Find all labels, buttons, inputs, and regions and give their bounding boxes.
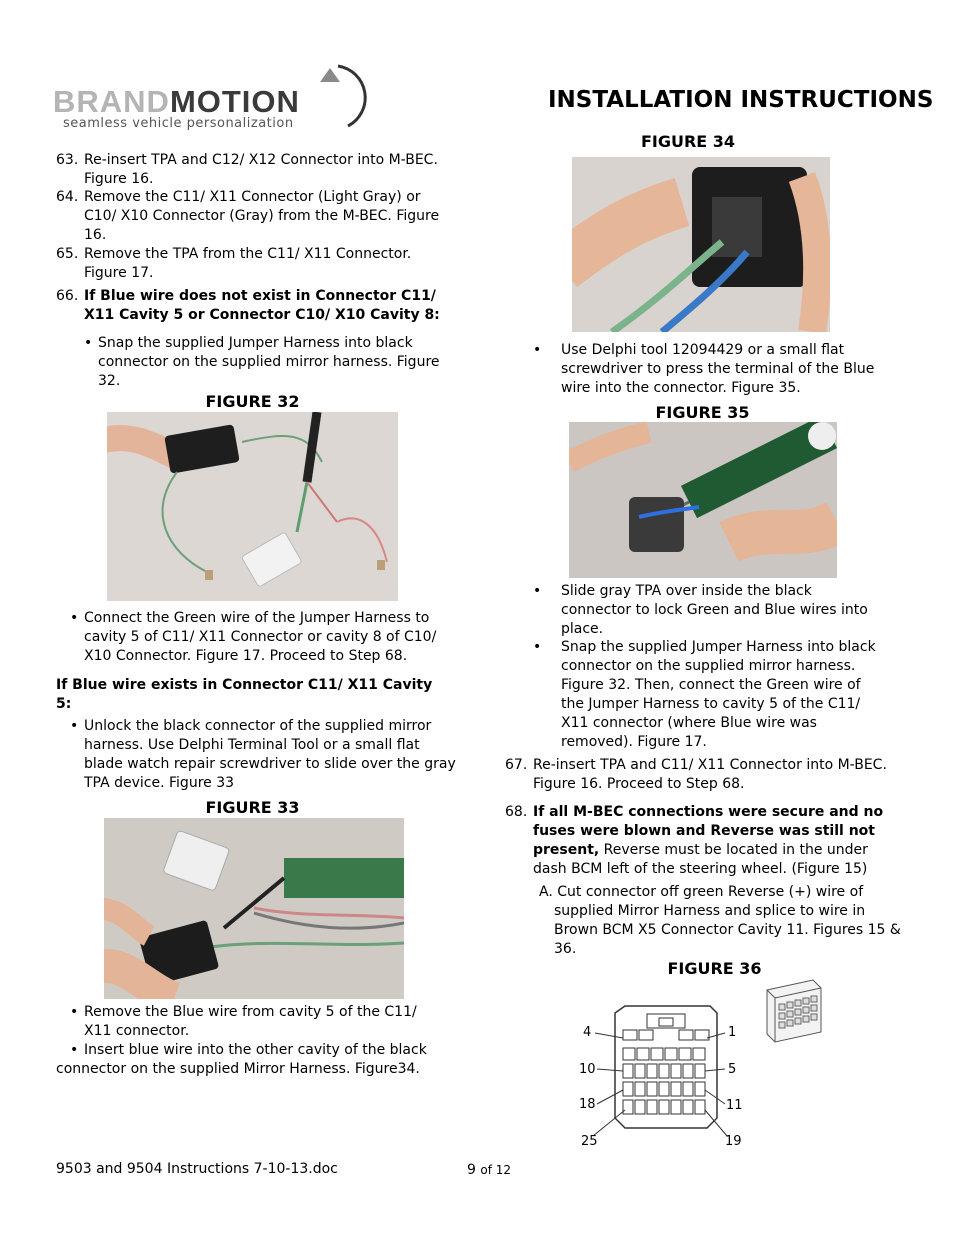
text-line: X11 Cavity 5 or Connector C10/ X10 Cavity 8: <box>84 307 440 323</box>
text-line: Unlock the black connector of the supplied mirror <box>84 718 432 734</box>
step-66-text <box>84 287 440 325</box>
figure-34-photo <box>572 157 830 332</box>
text-line: removed). Figure 17. <box>561 734 707 750</box>
text-line: X11 connector (where Blue wire was <box>561 715 817 731</box>
connector-wire-photo-icon <box>572 157 830 332</box>
text-line: X10 Connector. Figure 17. Proceed to Step 68. <box>84 648 408 664</box>
text-line: 5: <box>56 696 72 712</box>
bullet-icon: • <box>70 718 79 734</box>
pin-label: 1 <box>728 1025 737 1040</box>
pin-label: 25 <box>581 1134 598 1146</box>
text-line: X11 connector. <box>84 1023 190 1039</box>
text-line: Remove the C11/ X11 Connector (Light Gray) or <box>84 189 421 205</box>
bullet-icon: • <box>84 335 93 351</box>
pin-label: 4 <box>583 1025 592 1040</box>
text-line: If all M-BEC connections were secure and no <box>533 804 884 820</box>
text-line: TPA device. Figure 33 <box>84 775 235 791</box>
screwdriver-photo-icon <box>569 422 837 578</box>
step-number: 64. <box>56 189 79 205</box>
bullet-icon: • <box>70 1042 79 1058</box>
footer-doc-name: 9503 and 9504 Instructions 7-10-13.doc <box>56 1161 338 1177</box>
bullet-text <box>84 609 436 666</box>
bullet-text <box>84 717 456 793</box>
harness-photo-icon <box>107 412 398 601</box>
step-a-line1: A. Cut connector off green Reverse (+) wire of <box>539 884 864 900</box>
text-line: connector to lock Green and Blue wires into <box>561 602 868 618</box>
figure-33-photo <box>104 818 404 999</box>
text-line: If Blue wire exists in Connector C11/ X11 Cavity <box>56 677 433 693</box>
figure-35-photo <box>569 422 837 578</box>
figure-32-caption: FIGURE 32 <box>205 392 300 411</box>
text-line: wire into the connector. Figure 35. <box>561 380 801 396</box>
bullet-icon: • <box>533 342 542 358</box>
brand-logo <box>53 64 363 134</box>
text-line: 32. <box>98 373 121 389</box>
bullet-text <box>561 341 874 398</box>
subheading-blue-exists <box>56 676 432 714</box>
figure-32-photo <box>107 412 398 601</box>
page-number: 9 <box>467 1162 476 1178</box>
bullet-text <box>98 334 440 391</box>
text-line <box>533 841 883 860</box>
text-line: Use Delphi tool 12094429 or a small flat <box>561 342 845 358</box>
step-67-text <box>533 756 887 794</box>
step-65-text <box>84 245 411 283</box>
text-line: Snap the supplied Jumper Harness into black <box>98 335 413 351</box>
text-line: connector on the supplied mirror harness. Figure <box>98 354 440 370</box>
text-line: supplied Mirror Harness and splice to wire in <box>554 903 866 919</box>
text-line: Remove the Blue wire from cavity 5 of the C11/ <box>84 1004 417 1020</box>
text-line: screwdriver to press the terminal of the Blue <box>561 361 875 377</box>
text-line: cavity 5 of C11/ X11 Connector or cavity 8 of C10/ <box>84 629 437 645</box>
bullet-icon: • <box>533 639 542 655</box>
step-64-text <box>84 188 439 245</box>
text-line: 16. <box>84 227 107 243</box>
step-number: 68. <box>505 804 528 820</box>
step-number: 67. <box>505 757 528 773</box>
pin-label: 11 <box>726 1098 743 1113</box>
figure-34-caption: FIGURE 34 <box>640 132 736 151</box>
text-line: place. <box>561 621 604 637</box>
bullet-text <box>561 582 868 639</box>
pin-label: 10 <box>579 1062 596 1077</box>
step-63-text <box>84 151 438 189</box>
text-line: Re-insert TPA and C12/ X12 Connector into M-BEC. <box>84 152 438 168</box>
figure-33-caption: FIGURE 33 <box>205 798 300 817</box>
pin-label: 5 <box>728 1062 737 1077</box>
text-line: dash BCM left of the steering wheel. (Figure 15) <box>533 861 868 877</box>
bullet-icon: • <box>70 1004 79 1020</box>
logo-brand-text: BRAND <box>53 84 170 119</box>
text-line: Slide gray TPA over inside the black <box>561 583 812 599</box>
figure-36-caption: FIGURE 36 <box>667 959 762 978</box>
text-line: blade watch repair screwdriver to slide over the gray <box>84 756 456 772</box>
step-68-text <box>533 803 883 879</box>
connector-photo-icon <box>104 818 404 999</box>
logo-wordmark <box>53 84 300 120</box>
figure-36-diagram <box>575 978 825 1146</box>
bold-phrase: present, <box>533 842 600 858</box>
bullet-text <box>84 1003 417 1041</box>
step-number: 63. <box>56 152 79 168</box>
bullet-text <box>561 638 876 752</box>
text-line: Figure 16. <box>84 171 154 187</box>
step-a-text <box>554 902 901 959</box>
logo-tagline: seamless vehicle personalization <box>63 116 294 131</box>
text-line: Snap the supplied Jumper Harness into black <box>561 639 876 655</box>
step-number: 65. <box>56 246 79 262</box>
bullet-text-cont: connector on the supplied Mirror Harness. Figure34. <box>56 1061 420 1077</box>
page-title: INSTALLATION INSTRUCTIONS <box>548 87 934 113</box>
pin-label: 18 <box>579 1097 596 1112</box>
bullet-icon: • <box>70 610 79 626</box>
text-line: Figure 32. Then, connect the Green wire of <box>561 677 861 693</box>
step-number: 66. <box>56 288 79 304</box>
pin-label: 19 <box>725 1134 742 1146</box>
figure-35-caption: FIGURE 35 <box>655 403 750 422</box>
footer-page-number <box>467 1162 511 1178</box>
logo-motion-text: MOTION <box>169 84 300 119</box>
text-line: Remove the TPA from the C11/ X11 Connector. <box>84 246 412 262</box>
text-line: Re-insert TPA and C11/ X11 Connector into M-BEC. <box>533 757 887 773</box>
bullet-text: Insert blue wire into the other cavity of the black <box>84 1042 427 1058</box>
logo-swoosh-icon <box>308 64 368 134</box>
text-line: 36. <box>554 941 577 957</box>
bullet-icon: • <box>533 583 542 599</box>
text-phrase: Reverse must be located in the under <box>599 842 868 858</box>
connector-pinout-diagram <box>575 978 825 1146</box>
text-line: harness. Use Delphi Terminal Tool or a small flat <box>84 737 420 753</box>
text-line: Connect the Green wire of the Jumper Harness to <box>84 610 430 626</box>
text-line: the Jumper Harness to cavity 5 of the C11/ <box>561 696 861 712</box>
text-line: fuses were blown and Reverse was still not <box>533 823 875 839</box>
text-line: connector on the supplied mirror harness. <box>561 658 856 674</box>
text-line: Brown BCM X5 Connector Cavity 11. Figures 15 & <box>554 922 901 938</box>
page-total: of 12 <box>480 1163 512 1177</box>
text-line: Figure 16. Proceed to Step 68. <box>533 776 745 792</box>
text-line: Figure 17. <box>84 265 154 281</box>
text-line: C10/ X10 Connector (Gray) from the M-BEC. Figure <box>84 208 440 224</box>
text-line: If Blue wire does not exist in Connector C11/ <box>84 288 436 304</box>
